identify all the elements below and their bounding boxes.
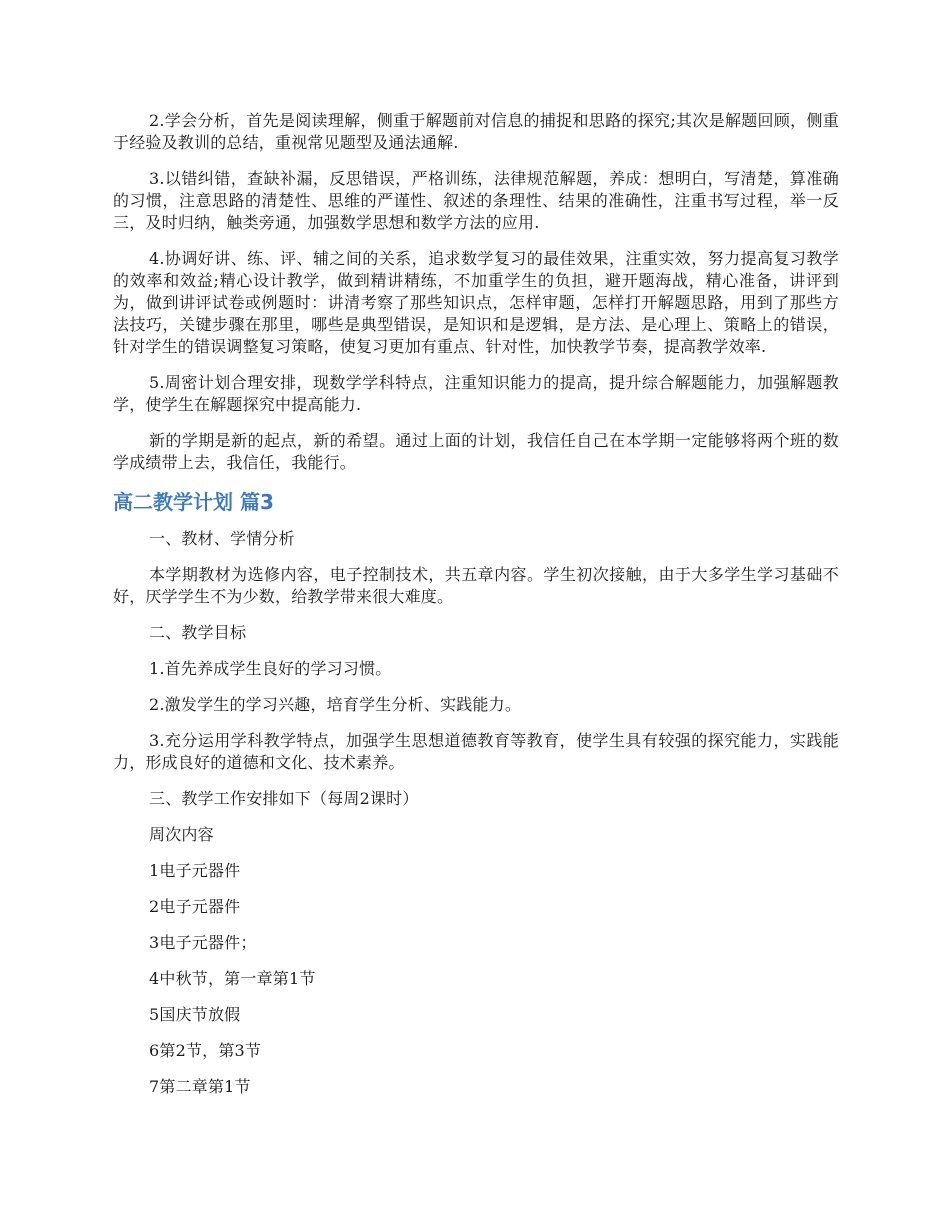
schedule-row: 2电子元器件 bbox=[149, 897, 241, 916]
goal-item-3: 3.充分运用学科教学特点，加强学生思想道德教育等教育，使学生具有较强的探究能力，实践能力，形成良好的道德和文化、技术素养。 bbox=[113, 731, 839, 772]
schedule-row: 1电子元器件 bbox=[149, 861, 241, 880]
section-heading: 高二教学计划 篇3 bbox=[113, 490, 274, 514]
paragraph-item-2: 2.学会分析，首先是阅读理解，侧重于解题前对信息的捕捉和思路的探究;其次是解题回顾，侧重于经验及教训的总结，重视常见题型及通法通解. bbox=[113, 111, 839, 152]
schedule-row: 3电子元器件； bbox=[149, 933, 257, 952]
document-page bbox=[113, 110, 839, 1112]
subheading-teaching-goals: 二、教学目标 bbox=[149, 623, 247, 642]
schedule-row: 5国庆节放假 bbox=[149, 1005, 241, 1024]
paragraph-item-3: 3.以错纠错，查缺补漏，反思错误，严格训练，法律规范解题，养成：想明白，写清楚，算准确的习惯，注意思路的清楚性、思维的严谨性、叙述的条理性、结果的准确性，注重书写过程，举一反三，及时归纳，触类旁通，加强数学思想和数学方法的应用. bbox=[113, 169, 839, 232]
paragraph-item-5: 5.周密计划合理安排，现数学学科特点，注重知识能力的提高，提升综合解题能力，加强解题教学，使学生在解题探究中提高能力. bbox=[113, 373, 839, 414]
goal-item-1: 1.首先养成学生良好的学习习惯。 bbox=[149, 659, 392, 678]
paragraph-item-4: 4.协调好讲、练、评、辅之间的关系，追求数学复习的最佳效果，注重实效，努力提高复习教学的效率和效益;精心设计教学，做到精讲精练，不加重学生的负担，避开题海战，精心准备，讲评到为，做到讲评试卷或例题时：讲清考察了那些知识点，怎样审题，怎样打开解题思路，用到了那些方法技巧，关键步骤在那里，哪些是典型错误，是知识和是逻辑，是方法、是心理上、策略上的错误，针对学生的错误调整复习策略，使复习更加有重点、针对性，加快教学节奏，提高教学效率. bbox=[113, 249, 839, 356]
schedule-header: 周次内容 bbox=[149, 825, 214, 844]
paragraph-textbook-analysis: 本学期教材为选修内容，电子控制技术，共五章内容。学生初次接触，由于大多学生学习基础不好，厌学学生不为少数，给教学带来很大难度。 bbox=[113, 565, 839, 606]
schedule-row: 4中秋节，第一章第1节 bbox=[149, 969, 316, 988]
schedule-row: 7第二章第1节 bbox=[149, 1077, 251, 1096]
paragraph-conclusion: 新的学期是新的起点，新的希望。通过上面的计划，我信任自己在本学期一定能够将两个班的数学成绩带上去，我信任，我能行。 bbox=[113, 431, 839, 472]
schedule-row: 6第2节，第3节 bbox=[149, 1041, 262, 1060]
subheading-textbook-analysis: 一、教材、学情分析 bbox=[149, 529, 295, 548]
goal-item-2: 2.激发学生的学习兴趣，培育学生分析、实践能力。 bbox=[149, 695, 522, 714]
subheading-work-schedule: 三、教学工作安排如下（每周2课时） bbox=[149, 789, 419, 808]
